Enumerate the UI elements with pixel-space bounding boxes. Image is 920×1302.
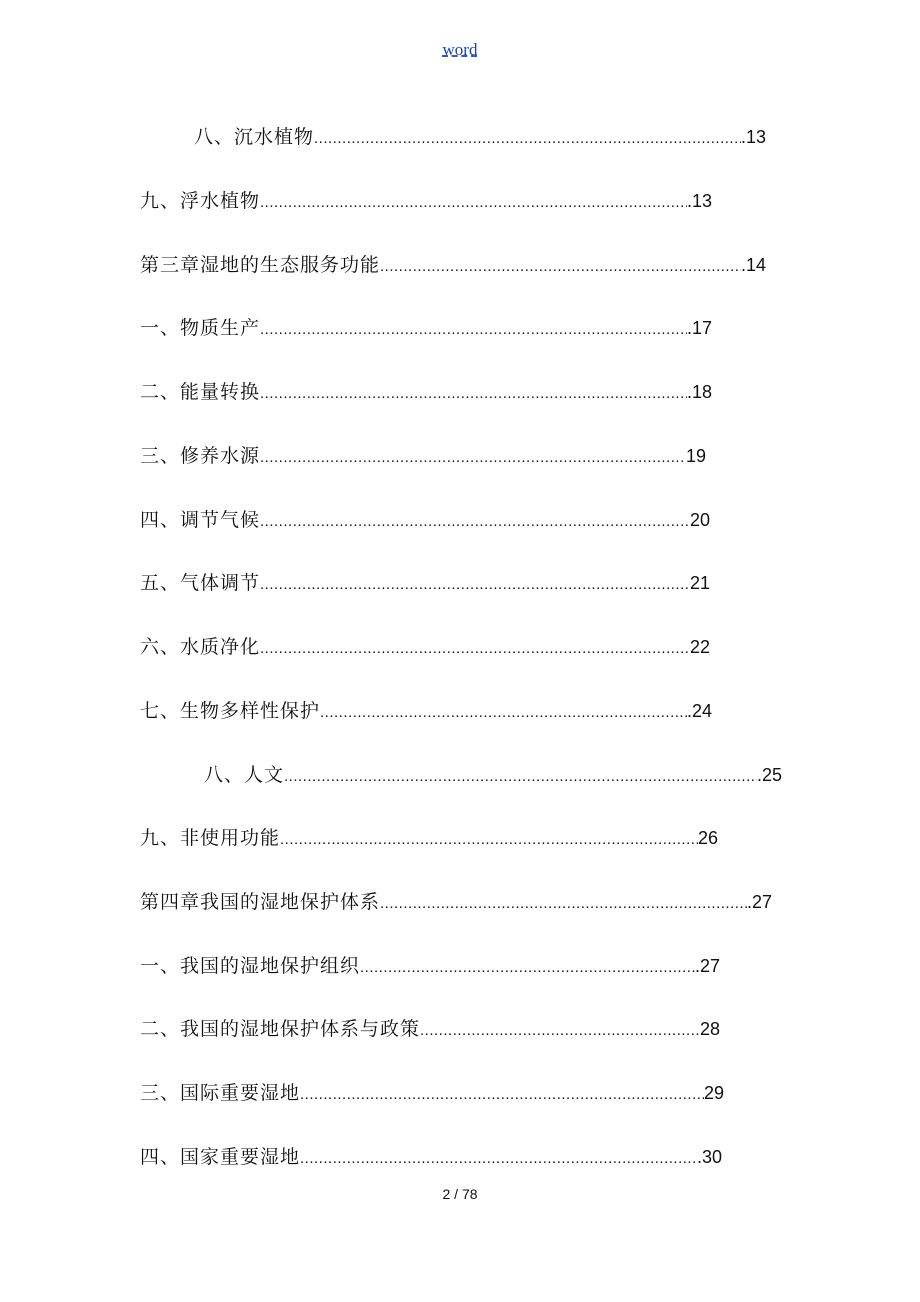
- toc-leader: [260, 640, 690, 657]
- toc-entry[interactable]: [140, 887, 772, 915]
- toc-entry-title: 六、水质净化: [140, 636, 261, 658]
- toc-entry-title: 九、浮水植物: [140, 190, 261, 212]
- toc-entry-page: 20: [689, 510, 710, 530]
- toc-leader: [260, 385, 687, 402]
- toc-entry-title: 八、沉水植物: [194, 126, 315, 148]
- toc-leader: [360, 959, 695, 976]
- toc-entry[interactable]: [140, 186, 712, 214]
- toc-entry-title: 第三章湿地的生态服务功能: [140, 254, 381, 276]
- toc-entry[interactable]: [140, 632, 710, 660]
- toc-entry-page: .18: [686, 382, 712, 402]
- toc-entry-page: 21: [689, 573, 710, 593]
- toc-entry[interactable]: [140, 505, 710, 533]
- toc-entry[interactable]: [204, 760, 782, 788]
- toc-entry-page: .24: [686, 701, 712, 721]
- toc-leader: [280, 831, 698, 848]
- toc-entry-title: 八、人文: [204, 764, 285, 786]
- toc-leader: [380, 895, 747, 912]
- toc-leader: [260, 449, 686, 466]
- toc-entry[interactable]: [140, 696, 712, 724]
- toc-leader: [284, 768, 757, 785]
- toc-entry-page: .25: [756, 765, 782, 785]
- toc-entry-page: .27: [746, 892, 772, 912]
- toc-entry-title: 二、能量转换: [140, 381, 261, 403]
- toc-entry-title: 一、我国的湿地保护组织: [140, 955, 361, 977]
- toc-leader: [260, 194, 687, 211]
- toc-leader: [300, 1150, 697, 1167]
- toc-leader: [260, 513, 690, 530]
- toc-entry-page: 26: [697, 828, 718, 848]
- toc-entry-page: .13: [686, 191, 712, 211]
- toc-entry-page: 29: [703, 1083, 724, 1103]
- toc-entry-page: 28: [699, 1019, 720, 1039]
- toc-entry-title: 二、我国的湿地保护体系与政策: [140, 1018, 421, 1040]
- toc-entry-title: 四、调节气候: [140, 509, 261, 531]
- page-number: 2 / 78: [442, 1186, 478, 1202]
- toc-leader: [314, 130, 741, 147]
- toc-entry[interactable]: [140, 313, 712, 341]
- toc-leader: [260, 576, 690, 593]
- toc-entry[interactable]: [140, 441, 706, 469]
- word-link[interactable]: word: [442, 40, 478, 59]
- toc-entry[interactable]: [140, 1142, 722, 1170]
- toc-entry-page: .17: [686, 318, 712, 338]
- toc-entry-title: 四、国家重要湿地: [140, 1146, 301, 1168]
- toc-entry-title: 五、气体调节: [140, 572, 261, 594]
- toc-entry[interactable]: [140, 1078, 724, 1106]
- toc-entry[interactable]: [140, 951, 720, 979]
- toc-entry-page: .30: [696, 1147, 722, 1167]
- toc-leader: [320, 704, 687, 721]
- toc-leader: [260, 321, 687, 338]
- toc-entry[interactable]: [194, 122, 766, 150]
- toc-entry[interactable]: [140, 377, 712, 405]
- toc-entry-page: 22: [689, 637, 710, 657]
- toc-entry[interactable]: [140, 823, 718, 851]
- toc-entry-page: .27: [694, 956, 720, 976]
- toc-leader: [300, 1086, 704, 1103]
- toc-entry-page: .14: [740, 255, 766, 275]
- toc-entry-title: 九、非使用功能: [140, 827, 281, 849]
- toc-entry-title: 三、国际重要湿地: [140, 1082, 301, 1104]
- toc-entry[interactable]: [140, 1014, 720, 1042]
- toc-entry-title: 三、修养水源: [140, 445, 261, 467]
- toc-entry-page: .13: [740, 127, 766, 147]
- toc-entry-page: 19: [685, 446, 706, 466]
- toc-leader: [380, 258, 741, 275]
- toc-entry-title: 七、生物多样性保护: [140, 700, 321, 722]
- toc-entry[interactable]: [140, 250, 766, 278]
- toc-entry-title: 第四章我国的湿地保护体系: [140, 891, 381, 913]
- page-header: [0, 40, 920, 60]
- toc-leader: [420, 1022, 700, 1039]
- toc-entry[interactable]: [140, 568, 710, 596]
- toc-entry-title: 一、物质生产: [140, 317, 261, 339]
